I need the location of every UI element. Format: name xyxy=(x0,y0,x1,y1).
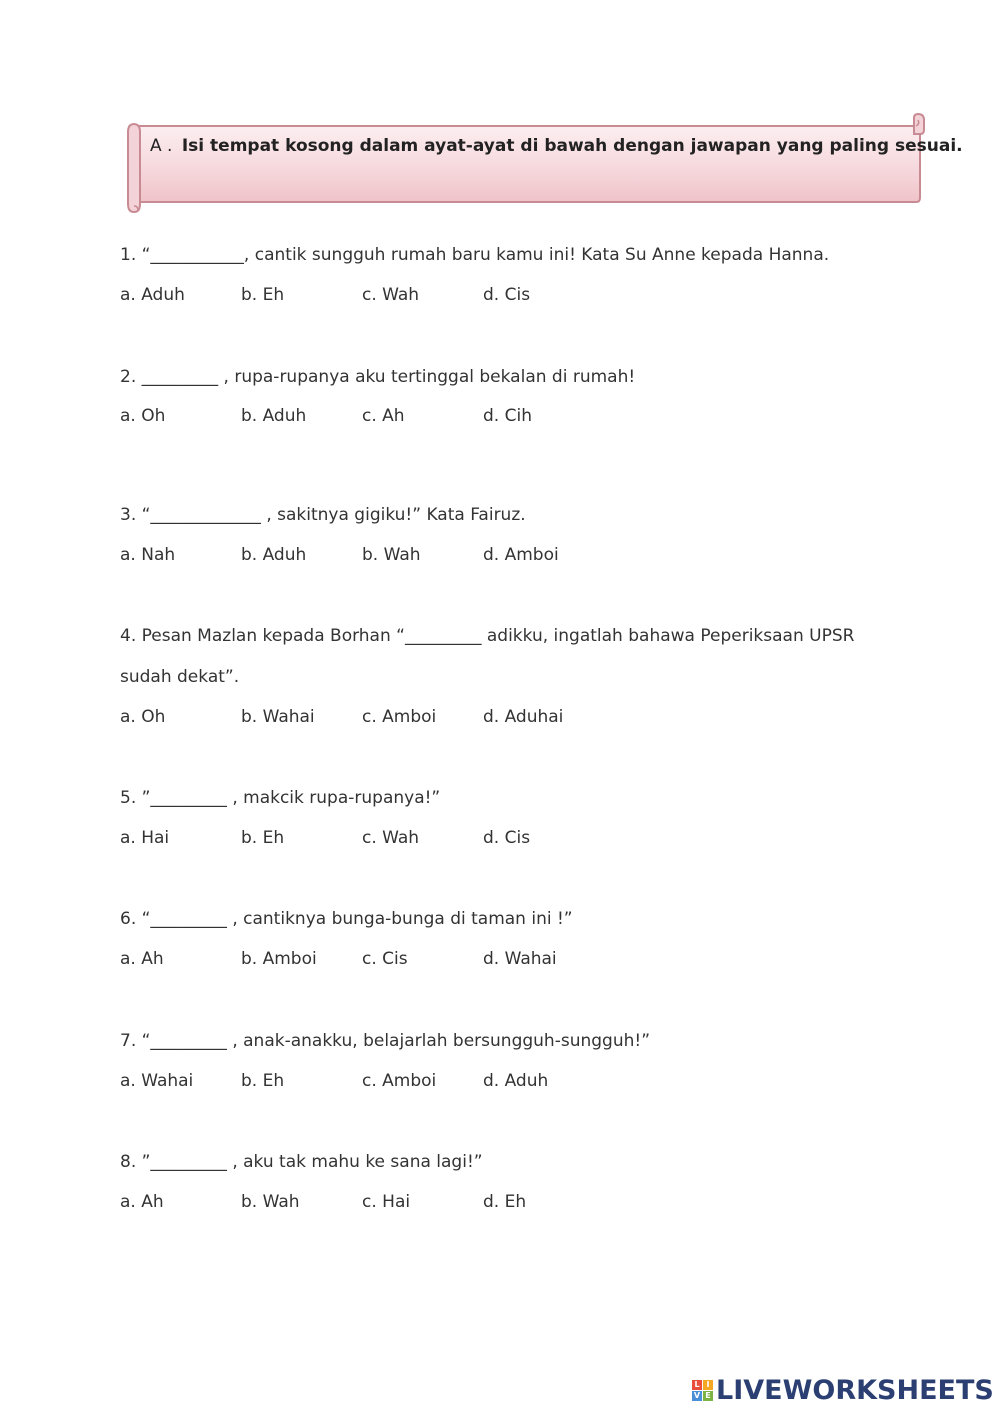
logo-mark-l: L xyxy=(692,1380,702,1390)
question-1-text: 1. “___________, cantik sungguh rumah baru kamu ini! Kata Su Anne kepada Hanna. xyxy=(120,245,830,265)
question-2-option-d[interactable]: d. Cih xyxy=(483,406,532,426)
question-6-option-c[interactable]: c. Cis xyxy=(362,949,408,969)
question-7-option-d[interactable]: d. Aduh xyxy=(483,1071,549,1091)
question-5-option-c[interactable]: c. Wah xyxy=(362,828,420,848)
question-1-option-a[interactable]: a. Aduh xyxy=(120,285,185,305)
logo-mark-i: I xyxy=(703,1380,713,1390)
question-2-text: 2. _________ , rupa-rupanya aku tertinggal bekalan di rumah! xyxy=(120,367,636,387)
question-8-option-c[interactable]: c. Hai xyxy=(362,1192,411,1212)
question-1-option-b[interactable]: b. Eh xyxy=(241,285,285,305)
question-4-text-line-2: sudah dekat”. xyxy=(120,667,240,687)
question-5-text: 5. ”_________ , makcik rupa-rupanya!” xyxy=(120,788,441,808)
question-8-option-b[interactable]: b. Wah xyxy=(241,1192,300,1212)
question-3-text: 3. “_____________ , sakitnya gigiku!” Kata Fairuz. xyxy=(120,505,526,525)
question-8-option-d[interactable]: d. Eh xyxy=(483,1192,527,1212)
question-2-option-c[interactable]: c. Ah xyxy=(362,406,405,426)
question-5-option-d[interactable]: d. Cis xyxy=(483,828,531,848)
question-1-option-d[interactable]: d. Cis xyxy=(483,285,531,305)
question-4-option-c[interactable]: c. Amboi xyxy=(362,707,437,727)
question-5-option-a[interactable]: a. Hai xyxy=(120,828,170,848)
question-4-option-a[interactable]: a. Oh xyxy=(120,707,166,727)
question-2-option-a[interactable]: a. Oh xyxy=(120,406,166,426)
question-5-option-b[interactable]: b. Eh xyxy=(241,828,285,848)
instruction-sentence: Isi tempat kosong dalam ayat-ayat di bawah dengan jawapan yang paling sesuai. xyxy=(181,136,963,156)
question-2-option-b[interactable]: b. Aduh xyxy=(241,406,307,426)
scroll-banner-shape xyxy=(124,112,926,216)
logo-mark-v: V xyxy=(693,1390,701,1400)
question-4-option-b[interactable]: b. Wahai xyxy=(241,707,315,727)
question-3-option-c[interactable]: b. Wah xyxy=(362,545,421,565)
question-7-option-a[interactable]: a. Wahai xyxy=(120,1071,194,1091)
logo-mark-e: E xyxy=(703,1391,713,1401)
question-3-option-a[interactable]: a. Nah xyxy=(120,545,176,565)
question-7-option-b[interactable]: b. Eh xyxy=(241,1071,285,1091)
liveworksheets-logo[interactable] xyxy=(692,1374,994,1406)
question-7-text: 7. “_________ , anak-anakku, belajarlah bersungguh-sungguh!” xyxy=(120,1031,650,1051)
question-6-option-d[interactable]: d. Wahai xyxy=(483,949,557,969)
question-4-option-d[interactable]: d. Aduhai xyxy=(483,707,564,727)
question-8-text: 8. ”_________ , aku tak mahu ke sana lagi!” xyxy=(120,1152,483,1172)
section-label: A . xyxy=(150,136,173,156)
question-1-option-c[interactable]: c. Wah xyxy=(362,285,420,305)
question-6-option-b[interactable]: b. Amboi xyxy=(241,949,317,969)
question-8-option-a[interactable]: a. Ah xyxy=(120,1192,164,1212)
logo-text: LIVEWORKSHEETS xyxy=(716,1374,994,1406)
question-6-option-a[interactable]: a. Ah xyxy=(120,949,164,969)
logo-mark-icon xyxy=(692,1380,713,1401)
question-3-option-b[interactable]: b. Aduh xyxy=(241,545,307,565)
question-6-text: 6. “_________ , cantiknya bunga-bunga di taman ini !” xyxy=(120,909,573,929)
question-7-option-c[interactable]: c. Amboi xyxy=(362,1071,437,1091)
instruction-text xyxy=(150,136,963,156)
question-4-text-line-1: 4. Pesan Mazlan kepada Borhan “_________ adikku, ingatlah bahawa Peperiksaan UPSR xyxy=(120,626,855,646)
instruction-banner xyxy=(124,112,963,216)
question-3-option-d[interactable]: d. Amboi xyxy=(483,545,559,565)
